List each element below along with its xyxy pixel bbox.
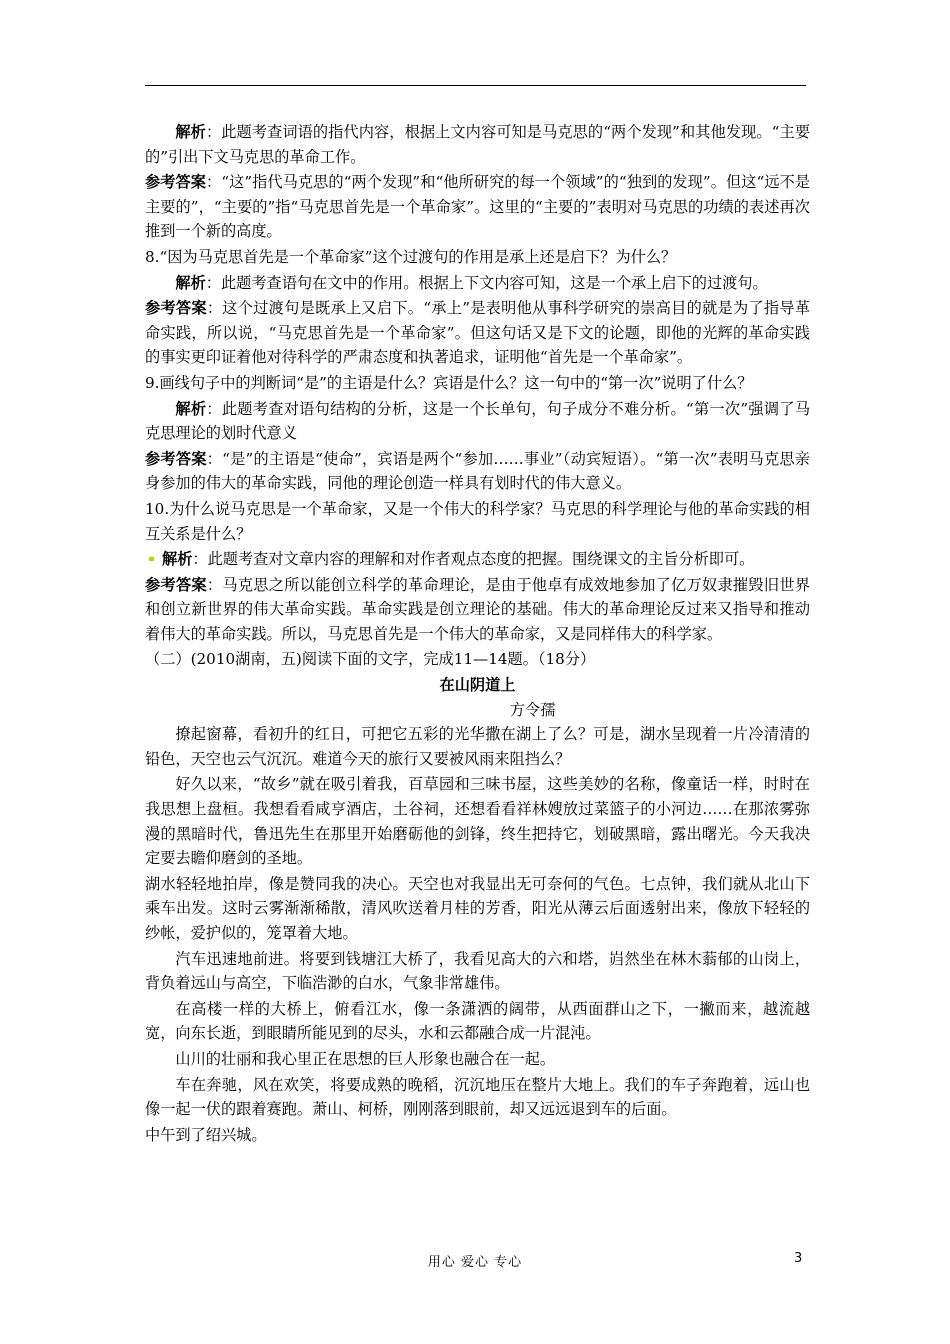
q7-answer xyxy=(145,170,810,244)
analysis-text: ：此题考查对语句结构的分析，这是一个长单句，句子成分不难分析。“第一次”强调了马克思理论的划时代意义 xyxy=(145,399,811,443)
answer-text: ：“这”指代马克思的“两个发现”和“他所研究的每一个领域”的“独到的发现”。但这“远不是主要的”，“主要的”指“马克思首先是一个革命家”。这里的“主要的”表明对马克思的功绩的表述再次推到一个新的高度。 xyxy=(145,173,811,241)
answer-label: 参考答案 xyxy=(145,299,207,318)
question-10: 10.为什么说马克思是一个革命家，又是一个伟大的科学家？马克思的科学理论与他的革命实践的相互关系是什么？ xyxy=(145,499,810,543)
question-8: 8.“因为马克思首先是一个革命家”这个过渡句的作用是承上还是启下？为什么？ xyxy=(145,247,677,266)
essay-title: 在山阴道上 xyxy=(439,676,516,695)
analysis-label: 解析 xyxy=(162,550,193,569)
question-9: 9.画线句子中的判断词“是”的主语是什么？宾语是什么？这一句中的“第一次”说明了什么？ xyxy=(145,373,753,392)
analysis-text: ：此题考查对文章内容的理解和对作者观点态度的把握。围绕课文的主旨分析即可。 xyxy=(192,550,755,569)
essay-paragraph: 中午到了绍兴城。 xyxy=(145,1125,267,1144)
answer-text: ：“是”的主语是“使命”，宾语是两个“参加……事业”（动宾短语）。“第一次”表明马克思亲身参加的伟大的革命实践，同他的理论创造一样具有划时代的伟大意义。 xyxy=(145,449,810,493)
q9-analysis xyxy=(145,397,810,446)
q10-answer xyxy=(145,573,810,647)
section-heading: （二）(2010湖南，五)阅读下面的文字，完成11—14题。（18分） xyxy=(145,650,596,669)
answer-label: 参考答案 xyxy=(145,449,207,468)
essay-paragraph: 山川的壮丽和我心里正在思想的巨人形象也融合在一起。 xyxy=(175,1049,556,1068)
answer-label: 参考答案 xyxy=(145,575,207,594)
analysis-label: 解析 xyxy=(175,399,207,418)
q9-answer xyxy=(145,447,810,496)
essay-author: 方令孺 xyxy=(509,700,556,719)
answer-text: ：这个过渡句是既承上又启下。“承上”是表明他从事科学研究的崇高目的就是为了指导革命实践，所以说，“马克思首先是一个革命家”。但这句话又是下文的论题，即他的光辉的革命实践的事实更印证着他对待科学的严肃态度和执著追求，证明他“首先是一个革命家”。 xyxy=(145,299,811,367)
essay-paragraph: 湖水轻轻地拍岸，像是赞同我的决心。天空也对我显出无可奈何的气色。七点钟，我们就从北山下乘车出发。这时云雾渐渐稀散，清风吹送着月桂的芳香，阳光从薄云后面透射出来，像放下轻轻的纱帐，爱护似的，笼罩着大地。 xyxy=(145,874,810,942)
marker-dot xyxy=(149,557,154,561)
essay-paragraph: 在高楼一样的大桥上，俯看江水，像一条潇洒的阔带，从西面群山之下，一撇而来，越流越宽，向东长逝，到眼睛所能见到的尽头，水和云都融合成一片混沌。 xyxy=(145,999,810,1043)
answer-text: ：马克思之所以能创立科学的革命理论，是由于他卓有成效地参加了亿万奴隶摧毁旧世界和创立新世界的伟大革命实践。革命实践是创立理论的基础。伟大的革命理论反过来又指导和推动着伟大的革命实践。所以，马克思首先是一个伟大的革命家，又是同样伟大的科学家。 xyxy=(145,575,811,643)
analysis-label: 解析 xyxy=(175,123,206,141)
analysis-label: 解析 xyxy=(175,273,206,292)
essay-paragraph: 撩起窗幕，看初升的红日，可把它五彩的光华撒在湖上了么？可是，湖水呈现着一片冷清清的铅色，天空也云气沉沉。难道今天的旅行又要被风雨来阻挡么？ xyxy=(145,725,810,768)
analysis-text: ：此题考查语句在文中的作用。根据上下文内容可知，这是一个承上启下的过渡句。 xyxy=(205,273,768,292)
analysis-text: ：此题考查词语的指代内容，根据上文内容可知是马克思的“两个发现”和其他发现。“主要的”引出下文马克思的革命工作。 xyxy=(145,123,811,166)
page-number: 3 xyxy=(794,1251,803,1266)
q8-answer xyxy=(145,296,810,370)
header-rule xyxy=(145,85,806,86)
q7-analysis xyxy=(145,120,810,169)
essay-paragraph: 车在奔驰，风在欢笑，将要成熟的晚稻，沉沉地压在整片大地上。我们的车子奔跑着，远山也像一起一伏的跟着赛跑。萧山、柯桥，刚刚落到眼前，却又远远退到车的后面。 xyxy=(145,1075,810,1119)
essay-paragraph: 好久以来，“故乡”就在吸引着我，百草园和三味书屋，这些美妙的名称，像童话一样，时时在我思想上盘桓。我想看看咸亨酒店，土谷祠，还想看看祥林嫂放过菜篮子的小河边……在那浓雾弥漫的黑暗时代，鲁迅先生在那里开始磨砺他的剑锋，终生把持它，划破黑暗，露出曙光。今天我决定要去瞻仰磨剑的圣地。 xyxy=(145,775,810,868)
q10-analysis xyxy=(145,547,810,572)
answer-label: 参考答案 xyxy=(145,173,206,192)
q8-analysis xyxy=(145,271,810,296)
footer-motto: 用心 爱心 专心 xyxy=(427,1255,523,1270)
essay-paragraph: 汽车迅速地前进。将要到钱塘江大桥了，我看见高大的六和塔，岿然坐在林木蓊郁的山岗上，背负着远山与高空，下临浩渺的白水，气象非常雄伟。 xyxy=(145,949,810,993)
page-content xyxy=(145,120,810,1148)
